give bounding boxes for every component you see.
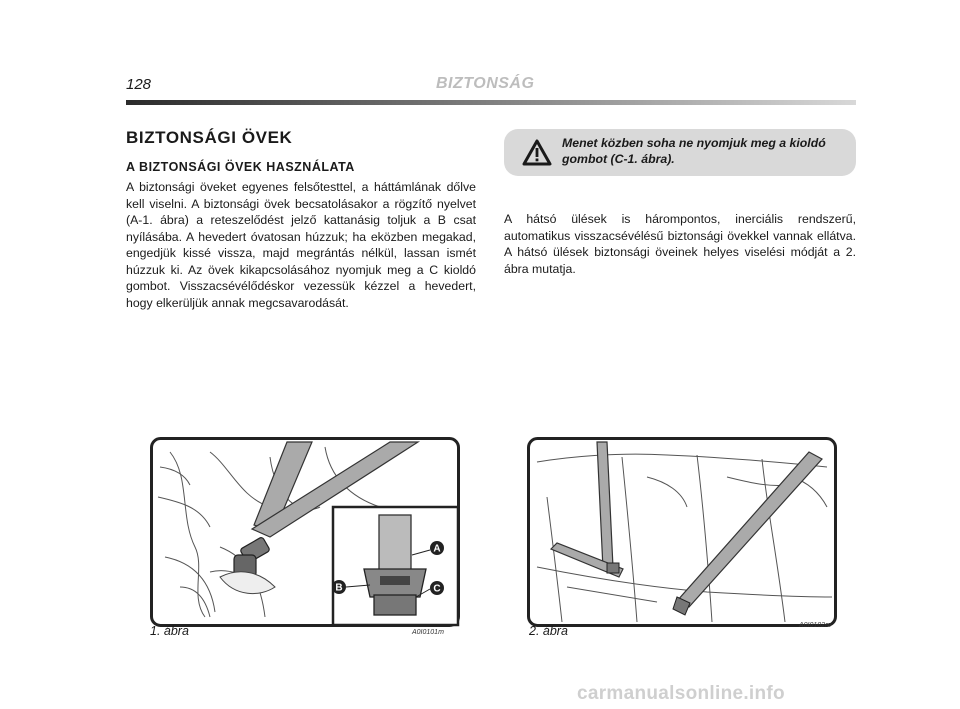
page-number: 128 bbox=[126, 76, 152, 93]
body-text-right: A hátsó ülések is hárompontos, inerciális rendszerű, automatikus visszacsévélésű biztonsági övekkel vannak ellátva. A hátsó ülések biztonsági öveinek helyes viselési módját a 2. ábra mutatja. bbox=[504, 212, 856, 276]
figure-2-code: A0I0102m bbox=[799, 622, 831, 629]
section-title: BIZTONSÁG bbox=[436, 75, 535, 92]
figure-1-caption: 1. ábra bbox=[150, 624, 189, 638]
figure-1-code: A0I0101m bbox=[412, 629, 444, 636]
header-rule bbox=[126, 100, 856, 105]
warning-text: Menet közben soha ne nyomjuk meg a kioldó gombot (C-1. ábra). bbox=[562, 136, 826, 166]
figure-2-caption: 2. ábra bbox=[529, 624, 568, 638]
page-title: BIZTONSÁGI ÖVEK bbox=[126, 128, 293, 147]
figure-2-illustration bbox=[527, 437, 837, 627]
svg-text:C: C bbox=[433, 583, 441, 595]
warning-triangle-icon bbox=[522, 139, 552, 166]
subsection-title: A BIZTONSÁGI ÖVEK HASZNÁLATA bbox=[126, 160, 355, 174]
body-text-left: A biztonsági öveket egyenes felsőtesttel, a háttámlának dőlve kell viselni. A biztonsági övek becsatolásakor a rögzítő nyelvet (A-1. ábra) a reteszelődést jelző kattanásig toljuk a B csat nyílásába. A hevedert óvatosan húzzuk; ha eközben megakad, engedjük kissé vissza, majd megrántás nélkül, lassan ismét húzzuk ki. Az övek kikapcsolásához nyomjuk meg a C kioldó gombot. Visszacsévélődéskor vezessük kézzel a hevedert, hogy elkerüljük annak megcsavarodását. bbox=[126, 180, 476, 310]
svg-text:A: A bbox=[433, 543, 441, 555]
watermark: carmanualsonline.info bbox=[577, 683, 785, 704]
svg-text:B: B bbox=[335, 582, 343, 594]
figure-1-illustration bbox=[150, 437, 460, 627]
warning-box bbox=[504, 129, 856, 176]
